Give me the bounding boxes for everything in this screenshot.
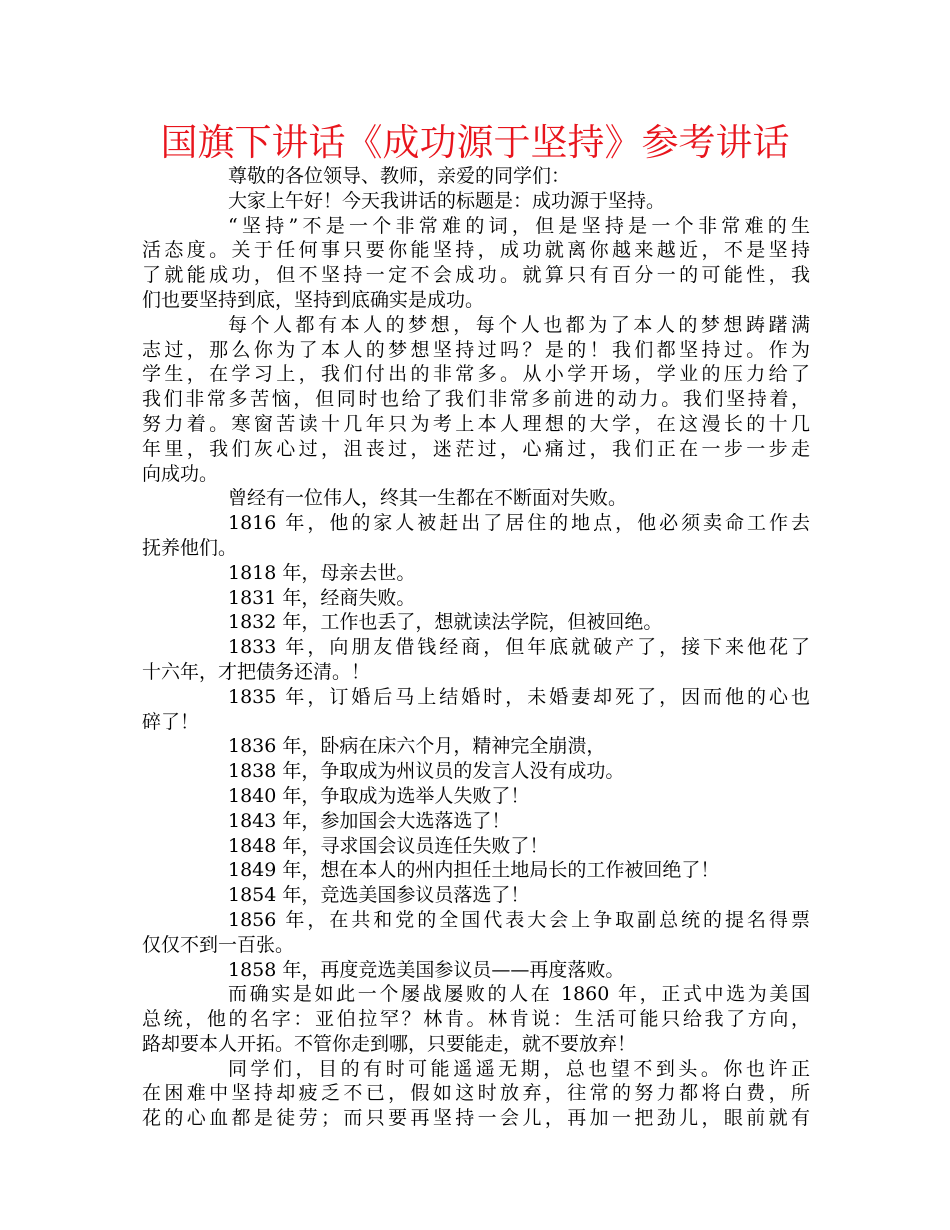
text-line: 每个人都有本人的梦想，每个人也都为了本人的梦想踌躇满 [228, 313, 810, 336]
text-line: 1831 年，经商失败。 [228, 586, 416, 609]
text-line: 尊敬的各位领导、教师，亲爱的同学们： [228, 165, 571, 187]
text-line: “坚持”不是一个非常难的词，但是坚持是一个非常难的生 [228, 214, 810, 237]
text-line: 抚养他们。 [142, 536, 238, 559]
text-line: 1836 年，卧病在床六个月，精神完全崩溃， [228, 735, 606, 758]
text-line: 我们非常多苦恼，但同时也给了我们非常多前进的动力。我们坚持着， [142, 388, 810, 411]
text-line: 1835 年，订婚后马上结婚时，未婚妻却死了，因而他的心也 [228, 685, 810, 708]
text-line: 志过，那么你为了本人的梦想坚持过吗？是的！我们都坚持过。作为 [142, 338, 810, 361]
text-line: 而确实是如此一个屡战屡败的人在 1860 年，正式中选为美国 [228, 983, 810, 1006]
text-line: 1818 年，母亲去世。 [228, 561, 416, 584]
text-line: 1832 年，工作也丢了，想就读法学院，但被回绝。 [228, 611, 663, 634]
document-title: 国旗下讲话《成功源于坚持》参考讲话 [160, 121, 790, 164]
text-line: 们也要坚持到底，坚持到底确实是成功。 [142, 288, 485, 311]
text-line: 碎了！ [142, 710, 200, 733]
text-line: 年里，我们灰心过，沮丧过，迷茫过，心痛过，我们正在一步一步走 [142, 437, 810, 460]
text-line: 1840 年，争取成为选举人失败了！ [228, 784, 530, 807]
text-line: 路却要本人开拓。不管你走到哪，只要能走，就不要放弃！ [142, 1032, 637, 1055]
text-line: 活态度。关于任何事只要你能坚持，成功就离你越来越近，不是坚持 [142, 239, 810, 262]
text-line: 1843 年，参加国会大选落选了！ [228, 809, 511, 832]
text-line: 同学们，目的有时可能遥遥无期，总也望不到头。你也许正 [228, 1057, 810, 1080]
text-line: 学生，在学习上，我们付出的非常多。从小学开场，学业的压力给了 [142, 363, 810, 386]
text-line: 努力着。寒窗苦读十几年只为考上本人理想的大学，在这漫长的十几 [142, 412, 810, 435]
text-line: 仅仅不到一百张。 [142, 933, 295, 956]
text-line: 花的心血都是徒劳；而只要再坚持一会儿，再加一把劲儿，眼前就有 [142, 1107, 810, 1130]
text-line: 1856 年，在共和党的全国代表大会上争取副总统的提名得票 [228, 908, 810, 931]
document-body [142, 164, 810, 1131]
text-line: 1858 年，再度竞选美国参议员——再度落败。 [228, 958, 625, 981]
text-line: 了就能成功，但不坚持一定不会成功。就算只有百分一的可能性，我 [142, 264, 810, 287]
text-line: 1854 年，竞选美国参议员落选了！ [228, 884, 530, 907]
text-line: 总统，他的名字：亚伯拉罕？林肯。林肯说：生活可能只给我了方向， [142, 1008, 810, 1031]
text-line: 1849 年，想在本人的州内担任土地局长的工作被回绝了！ [228, 859, 720, 882]
text-line: 曾经有一位伟人，终其一生都在不断面对失败。 [228, 487, 628, 510]
text-line: 1848 年，寻求国会议员连任失败了！ [228, 834, 549, 857]
text-line: 向成功。 [142, 462, 219, 485]
text-line: 1838 年，争取成为州议员的发言人没有成功。 [228, 760, 625, 783]
text-line: 在困难中坚持却疲乏不已，假如这时放弃，往常的努力都将白费，所 [142, 1082, 810, 1105]
text-line: 大家上午好！今天我讲话的标题是：成功源于坚持。 [228, 189, 666, 212]
text-line: 十六年，才把债务还清。！ [142, 660, 371, 683]
text-line: 1833 年，向朋友借钱经商，但年底就破产了，接下来他花了 [228, 636, 810, 659]
text-line: 1816 年，他的家人被赶出了居住的地点，他必须卖命工作去 [228, 512, 810, 535]
